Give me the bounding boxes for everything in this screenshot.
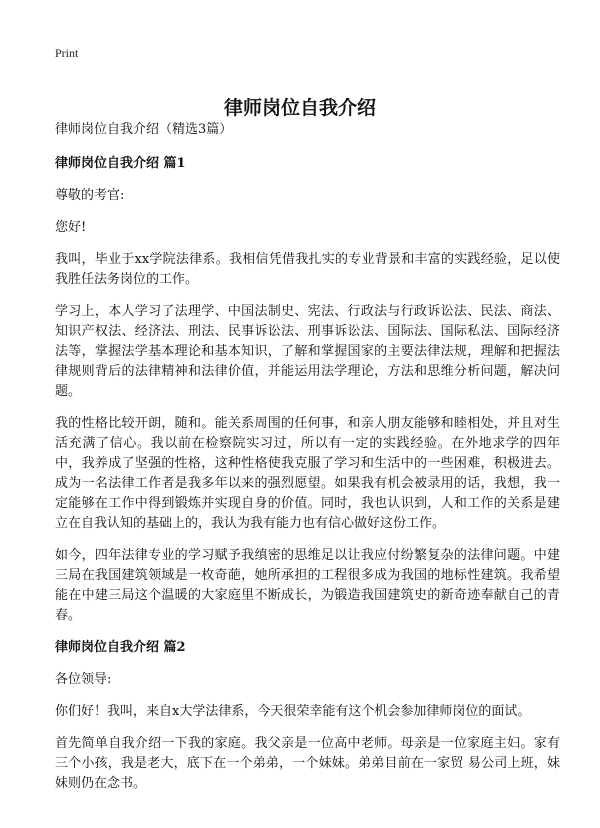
section-heading: 律师岗位自我介绍 篇2 — [55, 640, 186, 655]
salutation: 尊敬的考官: — [55, 188, 125, 203]
greeting: 您好! — [55, 220, 87, 235]
paragraph: 首先简单自我介绍一下我的家庭。我父亲是一位高中老师。母亲是一位家庭主妇。家有 三个小孩，我是老大，底下在一个弟弟，一个妹妹。弟弟目前在一家贸 易公司上班，妹妹则仍在念书。 — [55, 736, 560, 791]
paragraph: 我叫，毕业于xx学院法律系。我相信凭借我扎实的专业背景和丰富的实践经验，足以使我胜任法务岗位的工作。 — [55, 252, 560, 287]
paragraph: 你们好！我叫，来自x大学法律系，今天很荣幸能有这个机会参加律师岗位的面试。 — [55, 704, 531, 719]
section-heading: 律师岗位自我介绍 篇1 — [55, 156, 186, 171]
print-link[interactable]: Print — [55, 46, 79, 60]
paragraph: 我的性格比较开朗，随和。能关系周围的任何事，和亲人朋友能够和睦相处，并且对生活充满了信心。我以前在检察院实习过，所以有一定的实践经验。在外地求学的四年中，我养成了坚强的性格，这种性格使我克服了学习和生活中的一些困难，积极进去。成为一名法律工作者是我多年以来的强烈愿望。如果我有机会被录用的话，我想，我一定能够在工作中得到锻炼并实现自身的价值。同时，我也认识到，人和工作的关系是建立在自我认知的基础上的，我认为我有能力也有信心做好这份工作。 — [55, 416, 560, 531]
document-title: 律师岗位自我介绍 — [223, 96, 376, 119]
document-body — [55, 120, 560, 806]
section-2 — [55, 638, 560, 794]
paragraph: 如今，四年法律专业的学习赋予我缜密的思维足以让我应付纷繁复杂的法律问题。中建三局在我国建筑领域是一枚奇葩，她所承担的工程很多成为我国的地标性建筑。我希望能在中建三局这个温暖的大家庭里不断成长，为锻造我国建筑史的新奇迹奉献自己的青春。 — [55, 548, 560, 623]
paragraph: 学习上，本人学习了法理学、中国法制史、宪法、行政法与行政诉讼法、民法、商法、知识产权法、经济法、刑法、民事诉讼法、刑事诉讼法、国际法、国际私法、国际经济法等，掌握法学基本理论和基本知识，了解和掌握国家的主要法律法规，理解和把握法律规则背后的法律精神和法律价值，并能运用法学理论，方法和思维分析问题，解决问题。 — [55, 304, 560, 399]
section-1 — [55, 154, 560, 626]
salutation: 各位领导: — [55, 672, 112, 687]
document-subtitle: 律师岗位自我介绍（精选3篇） — [55, 122, 233, 137]
